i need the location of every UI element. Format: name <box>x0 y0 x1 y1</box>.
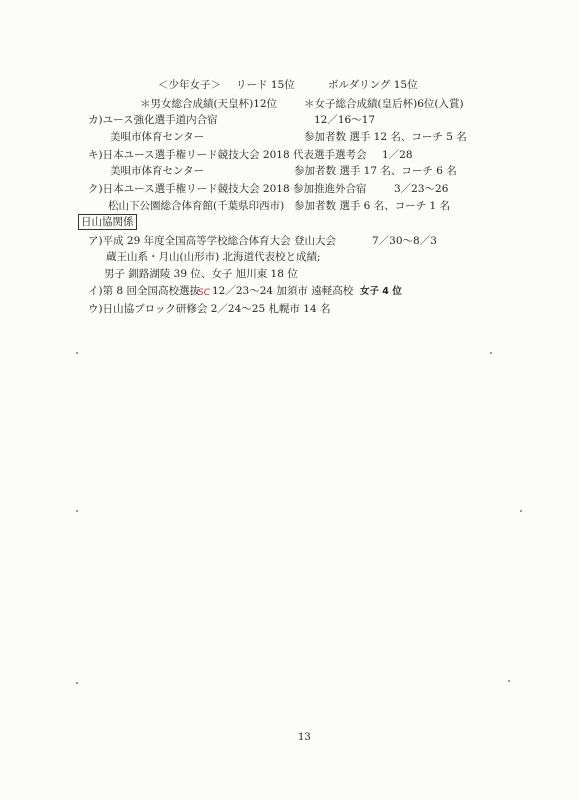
item-a-date: 7／30～8／3 <box>372 235 437 247</box>
item-a-title: ア)平成 29 年度全国高等学校総合体育大会 登山大会 <box>88 235 336 247</box>
page-number: 13 <box>298 732 311 743</box>
margin-mark <box>76 682 78 684</box>
item-i-title: イ)第 8 回全国高校選抜 <box>88 285 200 297</box>
item-ki-date: 1／28 <box>382 149 413 161</box>
item-ki-title: キ)日本ユース選手権リード競技大会 2018 代表選手選考会 <box>88 149 367 161</box>
item-ku-date: 3／23～26 <box>394 183 449 195</box>
item-a-results: 男子 釧路湖陵 39 位、女子 旭川東 18 位 <box>104 268 298 280</box>
bouldering-result: ボルダリング 15位 <box>328 79 418 91</box>
item-i-details: 12／23～24 加須市 遠軽高校 <box>212 285 354 297</box>
item-ku-title: ク)日本ユース選手権リード競技大会 2018 参加推進外合宿 <box>88 183 367 195</box>
margin-mark <box>520 510 522 512</box>
margin-mark <box>490 352 492 354</box>
item-ki-participants: 参加者数 選手 17 名、コーチ 6 名 <box>294 165 457 177</box>
item-a-venue: 蔵王山系・月山(山形市) 北海道代表校と成績; <box>106 251 321 263</box>
item-ku-venue: 松山下公園総合体育館(千葉県印西市) <box>108 200 285 212</box>
lead-result: リード 15位 <box>236 79 295 91</box>
margin-mark <box>508 680 510 682</box>
item-ki-venue: 美唄市体育センター <box>110 165 205 177</box>
item-ka-date: 12／16～17 <box>314 114 376 126</box>
section-heading: 日山協関係 <box>78 214 137 230</box>
handwritten-result: 女子 4 位 <box>360 286 402 297</box>
item-ka-title: カ)ユース強化選手道内合宿 <box>88 114 218 126</box>
men-women-overall: ＊男女総合成績(天皇杯)12位 <box>140 98 278 110</box>
handwritten-sc: SC <box>198 288 210 298</box>
margin-mark <box>76 510 78 512</box>
item-ka-participants: 参加者数 選手 12 名、コーチ 5 名 <box>304 131 467 143</box>
women-overall: ＊女子総合成績(皇后杯)6位(入賞) <box>304 98 464 110</box>
category-label: ＜少年女子＞ <box>158 79 221 91</box>
item-ku-participants: 参加者数 選手 6 名、コーチ 1 名 <box>294 200 451 212</box>
item-u-text: ウ)日山協ブロック研修会 2／24～25 札幌市 14 名 <box>88 303 331 315</box>
margin-mark <box>76 352 78 354</box>
item-ka-venue: 美唄市体育センター <box>110 131 205 143</box>
